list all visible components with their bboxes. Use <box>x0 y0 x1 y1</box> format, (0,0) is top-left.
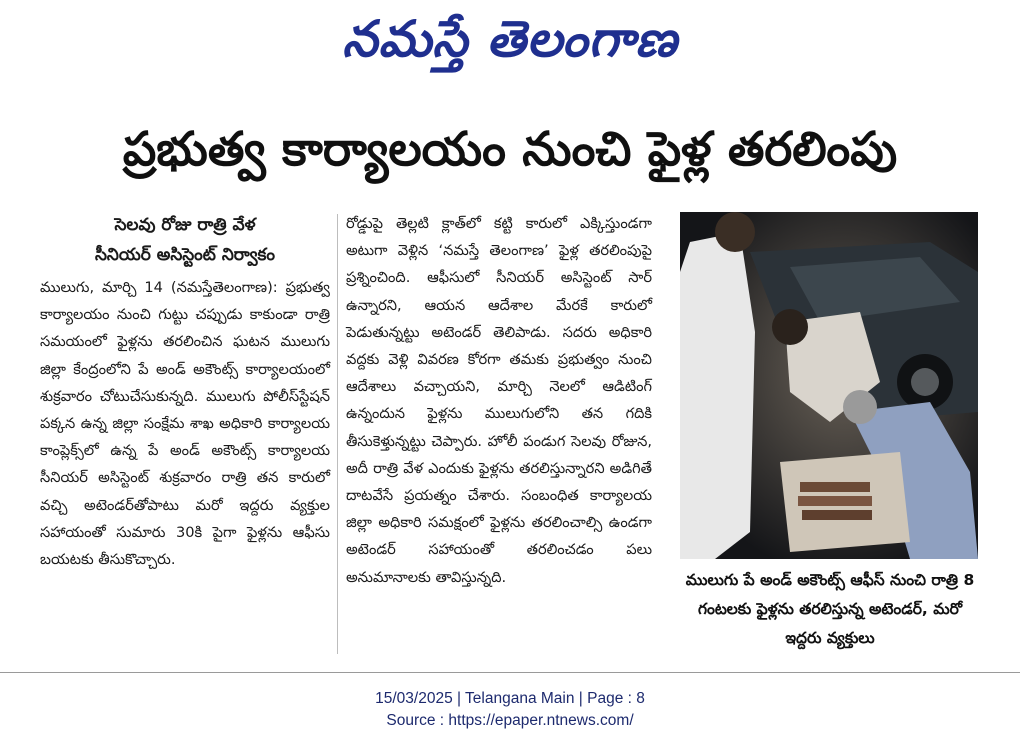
masthead <box>0 4 1020 78</box>
photo-caption: ములుగు పే అండ్ అకౌంట్స్ ఆఫీస్ నుంచి రాత్రి 8 గంటలకు ఫైళ్లను తరలిస్తున్న అటెండర్, మరో ఇద్దరు వ్యక్తులు <box>685 571 975 647</box>
article-headline: ప్రభుత్వ కార్యాలయం నుంచి ఫైళ్ల తరలింపు <box>122 122 898 177</box>
column-divider <box>337 214 338 654</box>
article-subhead <box>40 210 330 270</box>
news-photo <box>680 212 978 559</box>
column-1-text: ములుగు, మార్చి 14 (నమస్తేతెలంగాణ): ప్రభుత్వ కార్యాలయం నుంచి గుట్టు చప్పుడు కాకుండా రాత్రి సమయంలో ఫైళ్లను తరలించిన ఘటన ములుగు జిల్లా కేంద్రంలోని పే అండ్ అకౌంట్స్ కార్యాలయంలో శుక్రవారం చోటుచేసుకున్నది. ములుగు పోలీస్‌స్టేషన్ పక్కన ఉన్న జిల్లా సంక్షేమ శాఖ అధికారి కార్యాలయ కాంప్లెక్స్‌లో ఉన్న పే అండ్ అకౌంట్స్ కార్యాలయ సీనియర్ అసిస్టెంట్ శుక్రవారం రాత్రి తన కారులో వచ్చి అటెండర్‌తోపాటు మరో ఇద్దరు వ్యక్తుల సహాయంతో సుమారు 30కి పైగా ఫైళ్లను ఆఫీసు బయటకు తీసుకొచ్చారు. <box>40 279 330 569</box>
page-footer <box>0 688 1020 732</box>
subhead-line-1: సెలవు రోజు రాత్రి వేళ <box>114 215 256 235</box>
source-link[interactable]: Source : https://epaper.ntnews.com/ <box>386 712 634 729</box>
column-2-text: రోడ్డుపై తెల్లటి క్లాత్‌లో కట్టి కారులో ఎక్కిస్తుండగా అటుగా వెళ్లిన ‘నమస్తే తెలంగాణ’ ఫైళ్ల తరలింపుపై ప్రశ్నించింది. ఆఫీసులో సీనియర్ అసిస్టెంట్ సార్ ఉన్నారని, ఆయన ఆదేశాల మేరకే కారులో పెడుతున్నట్టు అటెండర్ తెలిపాడు. సదరు అధికారి వద్దకు వెళ్లి వివరణ కోరగా తమకు ప్రభుత్వం నుంచి ఆదేశాలు వచ్చాయని, మార్చి నెలలో ఆడిటింగ్ ఉన్నందున ఫైళ్లను ములుగులోని తన గదికి తీసుకెళ్తున్నట్టు చెప్పారు. హోలీ పండుగ సెలవు రోజున, అదీ రాత్రి వేళ ఎందుకు ఫైళ్లను తరలిస్తున్నారని అడిగితే దాటవేసే ప్రయత్నం చేశారు. సంబంధిత కార్యాలయ జిల్లా అధికారి సమక్షంలో ఫైళ్లను తరలించాల్సి ఉండగా అటెండర్ సహాయంతో తరలించడం పలు అనుమానాలకు తావిస్తున్నది. <box>346 215 652 586</box>
footer-divider <box>0 672 1020 673</box>
subhead-line-2: సీనియర్ అసిస్టెంట్ నిర్వాకం <box>94 245 275 265</box>
article-column-1 <box>40 210 330 573</box>
article-column-2 <box>346 210 652 591</box>
newspaper-logo: నమస్తే తెలంగాణ <box>342 10 678 68</box>
edition-info: 15/03/2025 | Telangana Main | Page : 8 <box>375 690 645 707</box>
